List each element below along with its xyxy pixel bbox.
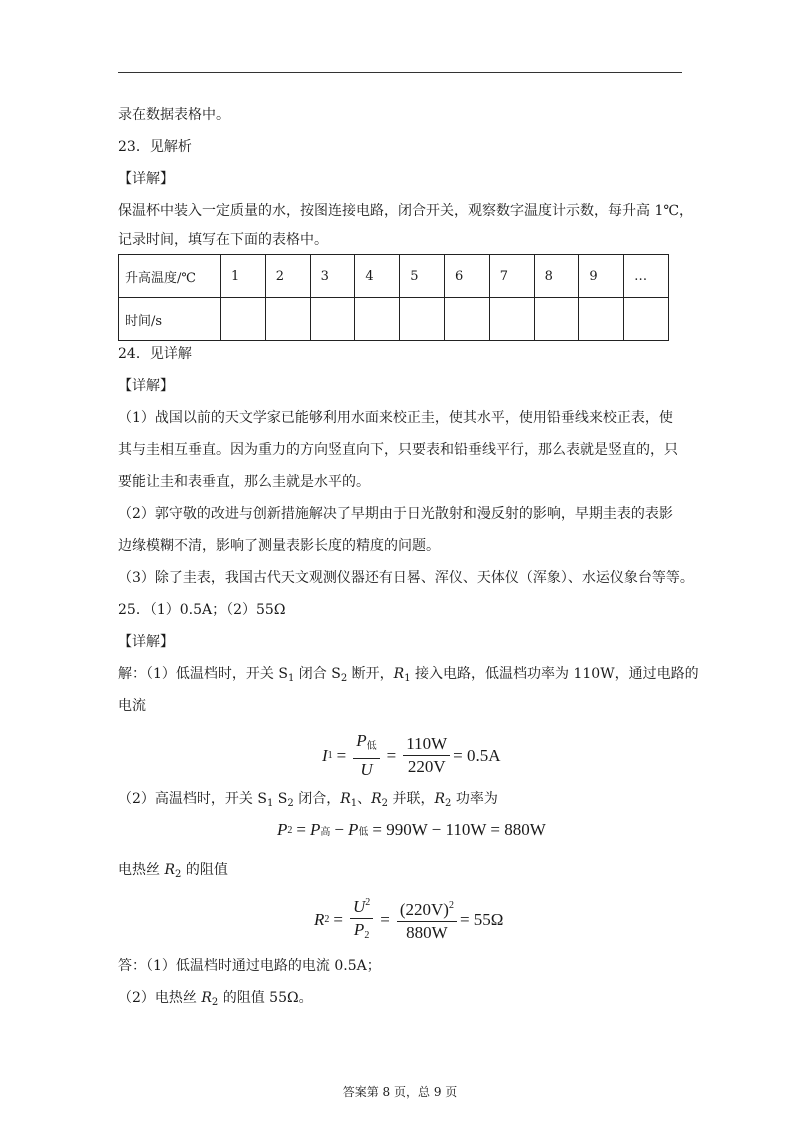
table-cell [355,298,400,341]
text-line: 电流 [118,698,146,714]
table-cell [444,298,489,341]
text-line: 录在数据表格中。 [118,107,230,123]
detail-tag: 【详解】 [118,378,174,394]
table-cell [624,298,669,341]
table-cell [579,298,624,341]
formula-current: I 1 = $\frac{P_低}{U}$ = $\frac{110W}{220V}$ = 0.5A [322,731,501,779]
q25-heading: 25．（1）0.5A；（2）55Ω [118,602,286,618]
text-line: （3）除了圭表，我国古代天文观测仪器还有日晷、浑仪、天体仪（浑象）、水运仪象台等等。 [118,570,694,586]
table-cell: 9 [579,255,624,298]
detail-tag: 【详解】 [118,171,174,187]
formula-power: P 2 = P 高 − P 低 = 990W − 110W = 880W [277,820,546,839]
table-cell: 升高温度/℃ [119,255,221,298]
table-cell: 1 [221,255,266,298]
table-cell: 2 [265,255,310,298]
detail-tag: 【详解】 [118,634,174,650]
table-cell [534,298,579,341]
table-cell: … [624,255,669,298]
table-row [119,255,669,298]
table-cell: 时间/s [119,298,221,341]
text-line: 其与圭相互垂直。因为重力的方向竖直向下，只要表和铅垂线平行，那么表就是竖直的，只 [118,442,678,458]
text-line: （2）高温档时，开关 $S_1$ $S_2$ 闭合，$R_1$、$R_2$ 并联，$R_2$ 功率为 [118,791,498,809]
formula-resistance: R 2 = $\frac{U^2}{P_2}$ = $\frac{(220V)^2}{880W}$ = 55Ω [314,893,503,946]
table-cell: 8 [534,255,579,298]
table-cell: 3 [310,255,355,298]
text-line: 解：（1）低温档时，开关 $S_1$ 闭合 $S_2$ 断开，$R_1$ 接入电路，低温档功率为 110W，通过电路的 [118,666,699,684]
q24-heading: 24．见详解 [118,346,192,362]
table-cell [489,298,534,341]
answer-line: （2）电热丝 $R_2$ 的阻值 55Ω。 [118,990,313,1008]
table-cell [265,298,310,341]
temperature-time-table [118,254,669,341]
table-cell [400,298,445,341]
text-line: 边缘模糊不清，影响了测量表影长度的精度的问题。 [118,538,440,554]
table-cell: 6 [444,255,489,298]
text-line: 要能让圭和表垂直，那么圭就是水平的。 [118,474,370,490]
table-cell: 5 [400,255,445,298]
q23-heading: 23．见解析 [118,139,192,155]
page-footer: 答案第 8 页，总 9 页 [342,1085,458,1099]
text-line: （1）战国以前的天文学家已能够利用水面来校正圭，使其水平，使用铅垂线来校正表，使 [118,410,673,426]
text-line: 保温杯中装入一定质量的水，按图连接电路，闭合开关，观察数字温度计示数，每升高 1℃， [118,203,694,219]
text-line: 电热丝 $R_2$ 的阻值 [118,862,228,880]
text-line: 记录时间，填写在下面的表格中。 [118,232,328,248]
header-rule [118,72,682,73]
table-row [119,298,669,341]
answer-line: 答：（1）低温档时通过电路的电流 0.5A； [118,958,381,974]
table-cell [310,298,355,341]
table-cell: 7 [489,255,534,298]
table-cell: 4 [355,255,400,298]
table-cell [221,298,266,341]
text-line: （2）郭守敬的改进与创新措施解决了早期由于日光散射和漫反射的影响，早期圭表的表影 [118,506,673,522]
